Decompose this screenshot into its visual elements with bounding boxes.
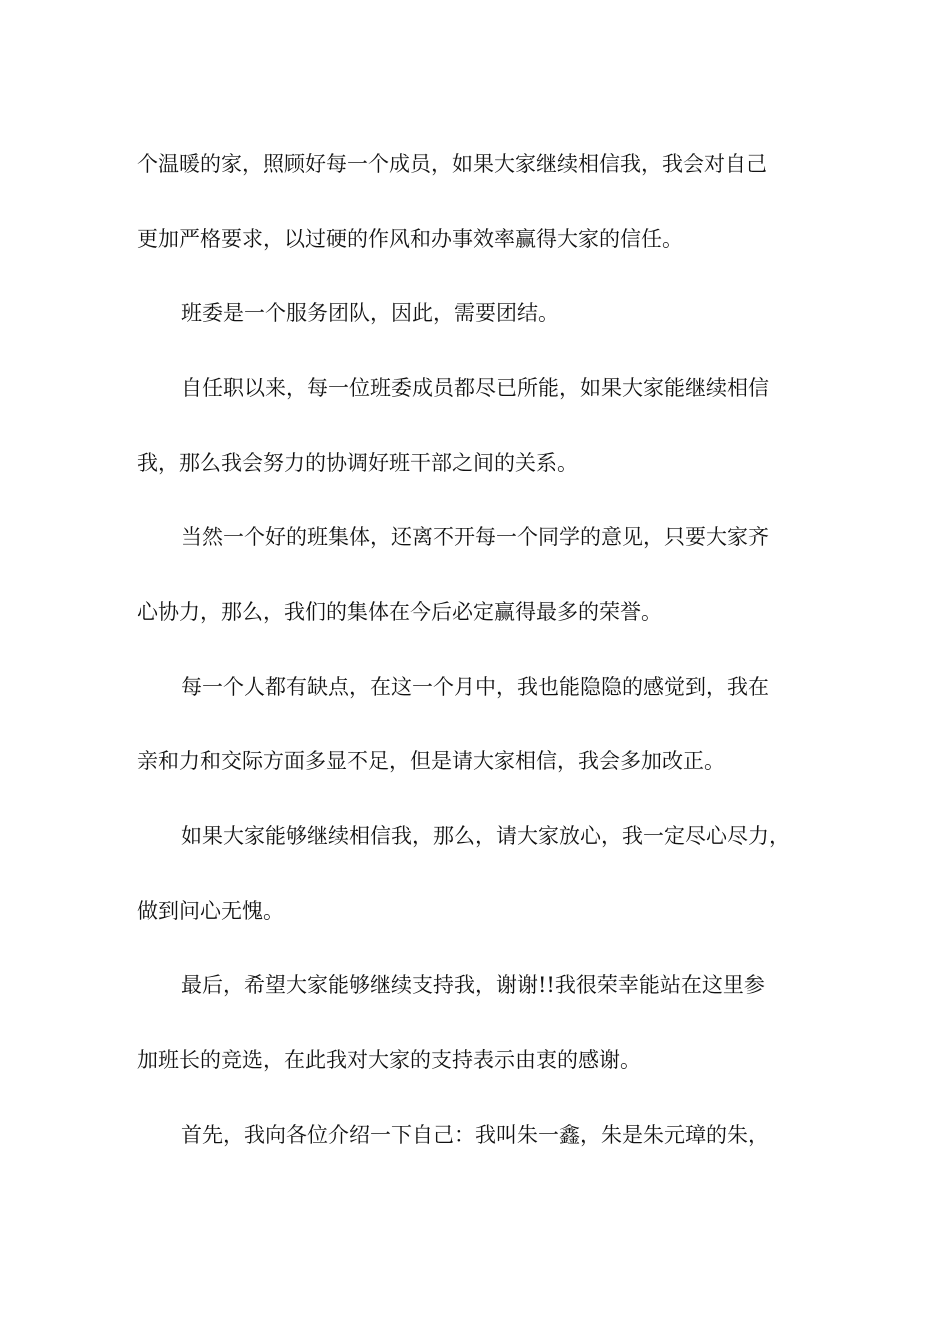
paragraph-start-line: 每一个人都有缺点，在这一个月中，我也能隐隐的感觉到，我在: [181, 675, 769, 699]
text-line: 我，那么我会努力的协调好班干部之间的关系。: [137, 451, 578, 475]
text-line: 亲和力和交际方面多显不足，但是请大家相信，我会多加改正。: [137, 749, 725, 773]
text-line: 做到问心无愧。: [137, 899, 284, 923]
text-line: 加班长的竞选，在此我对大家的支持表示由衷的感谢。: [137, 1048, 641, 1072]
paragraph-start-line: 班委是一个服务团队，因此，需要团结。: [181, 301, 559, 325]
text-line: 心协力，那么，我们的集体在今后必定赢得最多的荣誉。: [137, 600, 662, 624]
text-line: 更加严格要求，以过硬的作风和办事效率赢得大家的信任。: [137, 227, 683, 251]
paragraph-start-line: 自任职以来，每一位班委成员都尽已所能，如果大家能继续相信: [181, 376, 769, 400]
paragraph-start-line: 当然一个好的班集体，还离不开每一个同学的意见，只要大家齐: [181, 525, 769, 549]
text-line: 个温暖的家，照顾好每一个成员，如果大家继续相信我，我会对自己: [137, 152, 767, 176]
paragraph-start-line: 首先，我向各位介绍一下自己：我叫朱一鑫，朱是朱元璋的朱，: [181, 1123, 769, 1147]
paragraph-start-line: 最后，希望大家能够继续支持我，谢谢!!我很荣幸能站在这里参: [181, 973, 765, 997]
paragraph-start-line: 如果大家能够继续相信我，那么，请大家放心，我一定尽心尽力，: [181, 824, 790, 848]
